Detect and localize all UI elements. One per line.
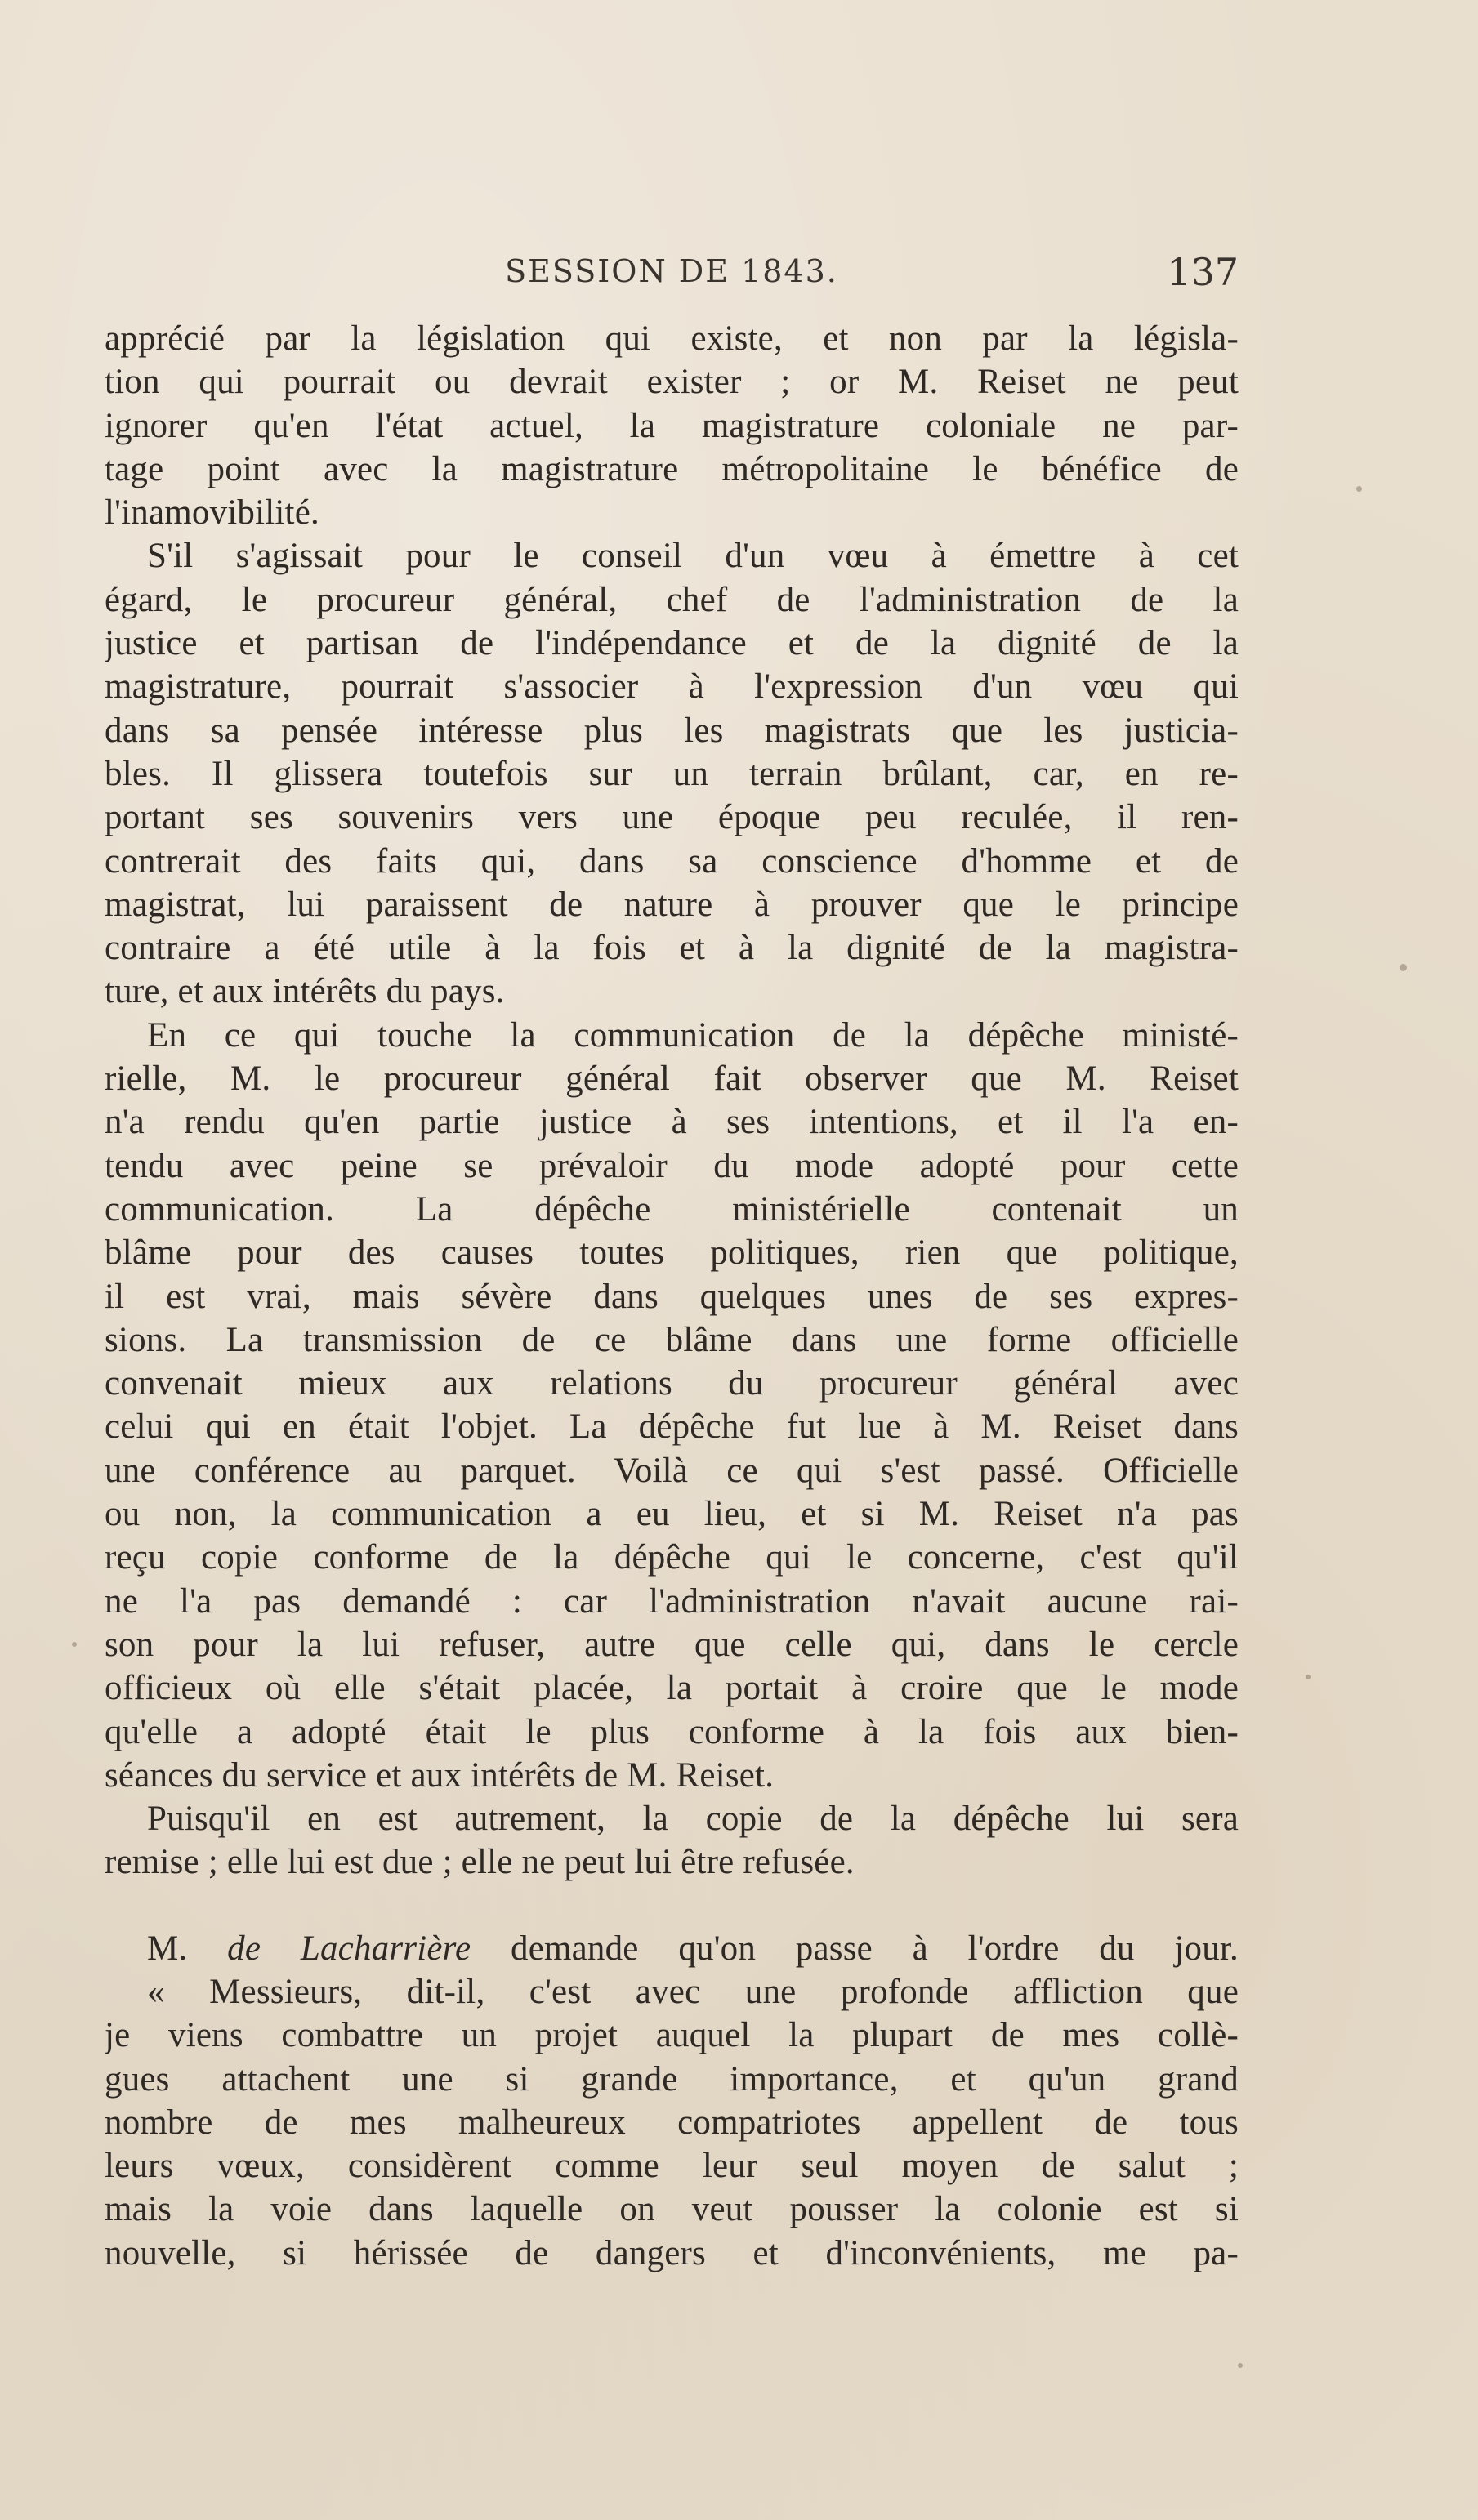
text-line: portant ses souvenirs vers une époque peu reculée, il ren- <box>105 798 1239 837</box>
paper-speck <box>1238 2363 1243 2368</box>
text-line: nombre de mes malheureux compatriotes appellent de tous <box>105 2103 1239 2142</box>
text-line: je viens combattre un projet auquel la plupart de mes collè- <box>105 2016 1239 2055</box>
paper-speck <box>1306 1675 1311 1679</box>
text-line: rielle, M. le procureur général fait observer que M. Reiset <box>105 1059 1239 1099</box>
text-line: remise ; elle lui est due ; elle ne peut lui être refusée. <box>105 1843 855 1882</box>
text-line: une conférence au parquet. Voilà ce qui s'est passé. Officielle <box>105 1451 1239 1490</box>
speaker-prefix: M. <box>147 1929 228 1968</box>
page-header <box>105 250 1239 302</box>
text-line: séances du service et aux intérêts de M. Reiset. <box>105 1755 775 1795</box>
speaker-rest: demande qu'on passe à l'ordre du jour. <box>471 1929 1239 1968</box>
text-line: S'il s'agissait pour le conseil d'un vœu à émettre à cet <box>147 537 1239 576</box>
text-line: égard, le procureur général, chef de l'administration de la <box>105 580 1239 619</box>
text-line: magistrat, lui paraissent de nature à prouver que le principe <box>105 885 1239 924</box>
text-line: n'a rendu qu'en partie justice à ses intentions, et il l'a en- <box>105 1103 1239 1142</box>
text-line: blâme pour des causes toutes politiques, rien que politique, <box>105 1233 1239 1273</box>
paper-speck <box>72 1642 77 1647</box>
text-line: contraire a été utile à la fois et à la dignité de la magistra- <box>105 929 1239 968</box>
text-line: apprécié par la législation qui existe, et non par la législa- <box>105 319 1239 358</box>
text-line: officieux où elle s'était placée, la portait à croire que le mode <box>105 1669 1239 1708</box>
text-line: justice et partisan de l'indépendance et de la dignité de la <box>105 624 1239 663</box>
text-line: tage point avec la magistrature métropolitaine le bénéfice de <box>105 449 1239 488</box>
text-line: reçu copie conforme de la dépêche qui le concerne, c'est qu'il <box>105 1538 1239 1577</box>
text-line: mais la voie dans laquelle on veut pousser la colonie est si <box>105 2190 1239 2229</box>
text-line: dans sa pensée intéresse plus les magistrats que les justicia- <box>105 711 1239 750</box>
text-line: communication. La dépêche ministérielle contenait un <box>105 1189 1239 1229</box>
text-line: nouvelle, si hérissée de dangers et d'inconvénients, me pa- <box>105 2233 1239 2272</box>
text-line: convenait mieux aux relations du procureur général avec <box>105 1364 1239 1403</box>
text-line: ture, et aux intérêts du pays. <box>105 972 505 1011</box>
speaker-line <box>105 1927 1239 1970</box>
text-line: « Messieurs, dit-il, c'est avec une profonde affliction que <box>147 1972 1239 2011</box>
text-line: il est vrai, mais sévère dans quelques unes de ses expres- <box>105 1277 1239 1316</box>
paper-speck <box>1400 964 1407 971</box>
text-line: bles. Il glissera toutefois sur un terrain brûlant, car, en re- <box>105 754 1239 793</box>
paper-speck <box>1356 486 1362 492</box>
page-number: 137 <box>1167 250 1239 294</box>
text-line: magistrature, pourrait s'associer à l'expression d'un vœu qui <box>105 667 1239 707</box>
text-line: son pour la lui refuser, autre que celle qui, dans le cercle <box>105 1625 1239 1664</box>
text-line: contrerait des faits qui, dans sa conscience d'homme et de <box>105 841 1239 881</box>
text-line: tion qui pourrait ou devrait exister ; or M. Reiset ne peut <box>105 363 1239 402</box>
text-line: celui qui en était l'objet. La dépêche fut lue à M. Reiset dans <box>105 1407 1239 1447</box>
text-line: ne l'a pas demandé : car l'administration n'avait aucune rai- <box>105 1581 1239 1621</box>
text-line: qu'elle a adopté était le plus conforme à la fois aux bien- <box>105 1712 1239 1751</box>
body-text <box>105 317 1239 2275</box>
speaker-name: de Lacharrière <box>227 1929 471 1968</box>
text-line: sions. La transmission de ce blâme dans une forme officielle <box>105 1320 1239 1359</box>
text-line: Puisqu'il en est autrement, la copie de la dépêche lui sera <box>147 1800 1239 1839</box>
text-line: l'inamovibilité. <box>105 493 319 533</box>
text-line: ignorer qu'en l'état actuel, la magistrature coloniale ne par- <box>105 406 1239 445</box>
running-head: SESSION DE 1843. <box>505 253 838 289</box>
text-line: tendu avec peine se prévaloir du mode adopté pour cette <box>105 1146 1239 1185</box>
text-line: leurs vœux, considèrent comme leur seul moyen de salut ; <box>105 2147 1239 2186</box>
text-line: En ce qui touche la communication de la dépêche ministé- <box>147 1015 1239 1055</box>
text-line: gues attachent une si grande importance, et qu'un grand <box>105 2059 1239 2099</box>
text-line: ou non, la communication a eu lieu, et si M. Reiset n'a pas <box>105 1495 1239 1534</box>
